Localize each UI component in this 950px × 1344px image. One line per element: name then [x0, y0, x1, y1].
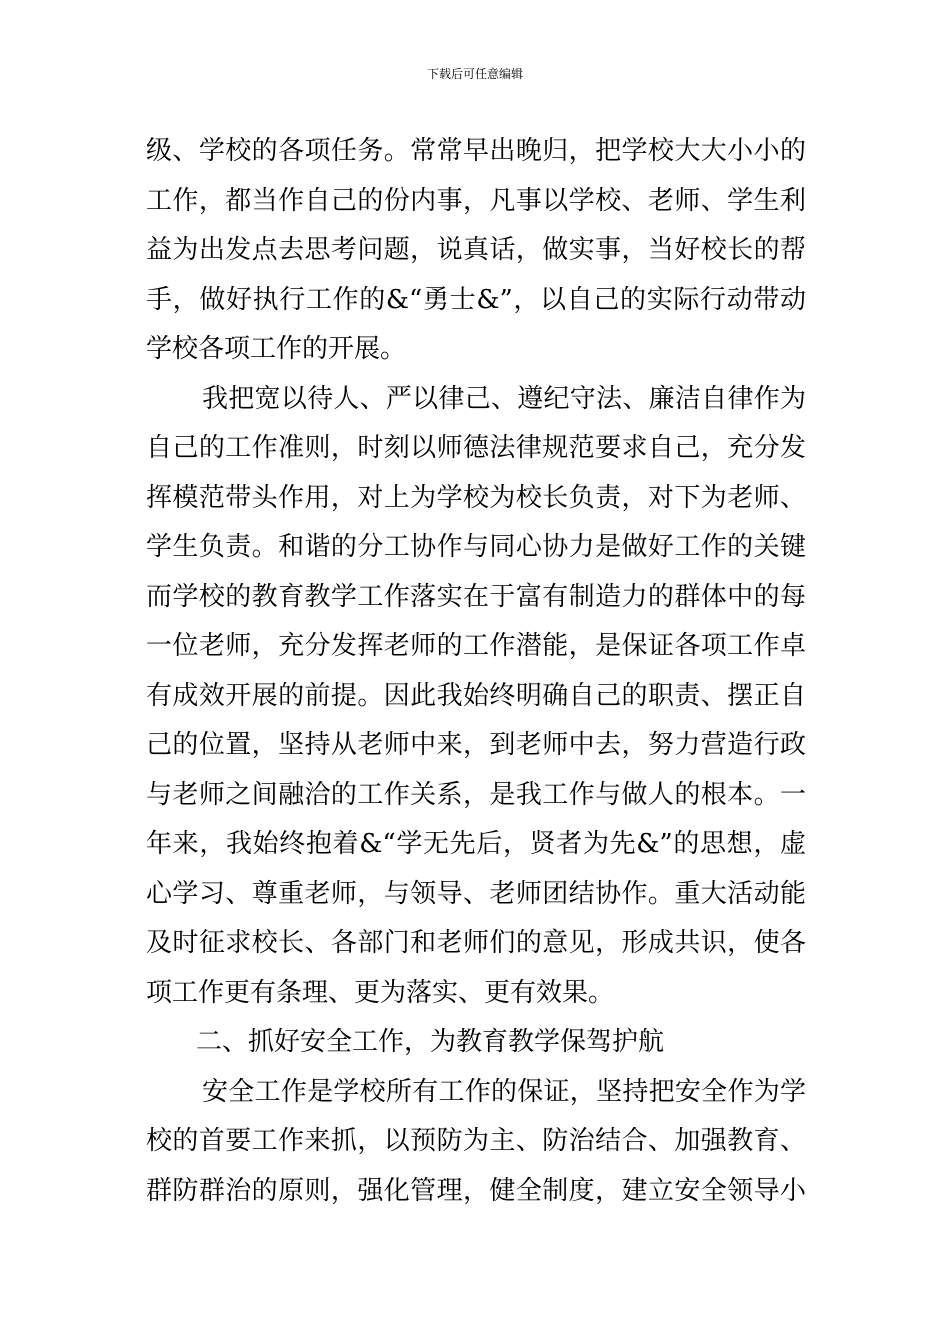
text-line: 及时征求校长、各部门和老师们的意见，形成共识，使各: [146, 928, 806, 958]
document-body: [146, 127, 806, 1216]
text-line: 手，做好执行工作的&“勇士&”，以自己的实际行动带动: [146, 284, 806, 315]
text-line: 与老师之间融洽的工作关系，是我工作与做人的根本。一: [146, 779, 806, 810]
header-note: 下载后可任意编辑: [426, 67, 523, 81]
text-line: 心学习、尊重老师，与领导、老师团结协作。重大活动能: [146, 878, 806, 909]
text-line: 学校各项工作的开展。: [146, 334, 407, 364]
text-line: 群防群治的原则，强化管理，健全制度，建立安全领导小: [146, 1175, 806, 1206]
text-line: 己的位置，坚持从老师中来，到老师中去，努力营造行政: [146, 730, 806, 760]
text-line: 有成效开展的前提。因此我始终明确自己的职责、摆正自: [146, 680, 806, 711]
text-line: 我把宽以待人、严以律己、遵纪守法、廉洁自律作为: [202, 383, 806, 414]
text-line: 益为出发点去思考问题，说真话，做实事，当好校长的帮: [146, 235, 806, 265]
text-line: 学生负责。和谐的分工协作与同心协力是做好工作的关键: [146, 532, 806, 562]
text-line: 而学校的教育教学工作落实在于富有制造力的群体中的每: [146, 581, 806, 612]
text-line: 校的首要工作来抓，以预防为主、防治结合、加强教育、: [146, 1126, 806, 1156]
text-line: 项工作更有条理、更为落实、更有效果。: [146, 977, 615, 1008]
text-line: 挥模范带头作用，对上为学校为校长负责，对下为老师、: [146, 482, 806, 513]
text-line: 安全工作是学校所有工作的保证，坚持把安全作为学: [202, 1076, 806, 1107]
text-line: 工作，都当作自己的份内事，凡事以学校、老师、学生利: [146, 185, 806, 216]
section-heading: 二、抓好安全工作，为教育教学保驾护航: [196, 1027, 665, 1057]
text-line: 自己的工作准则，时刻以师德法律规范要求自己，充分发: [146, 433, 806, 463]
text-line: 级、学校的各项任务。常常早出晚归，把学校大大小小的: [146, 136, 806, 166]
text-line: 年来，我始终抱着&“学无先后，贤者为先&”的思想，虚: [146, 829, 806, 859]
text-line: 一位老师，充分发挥老师的工作潜能，是保证各项工作卓: [146, 631, 806, 661]
